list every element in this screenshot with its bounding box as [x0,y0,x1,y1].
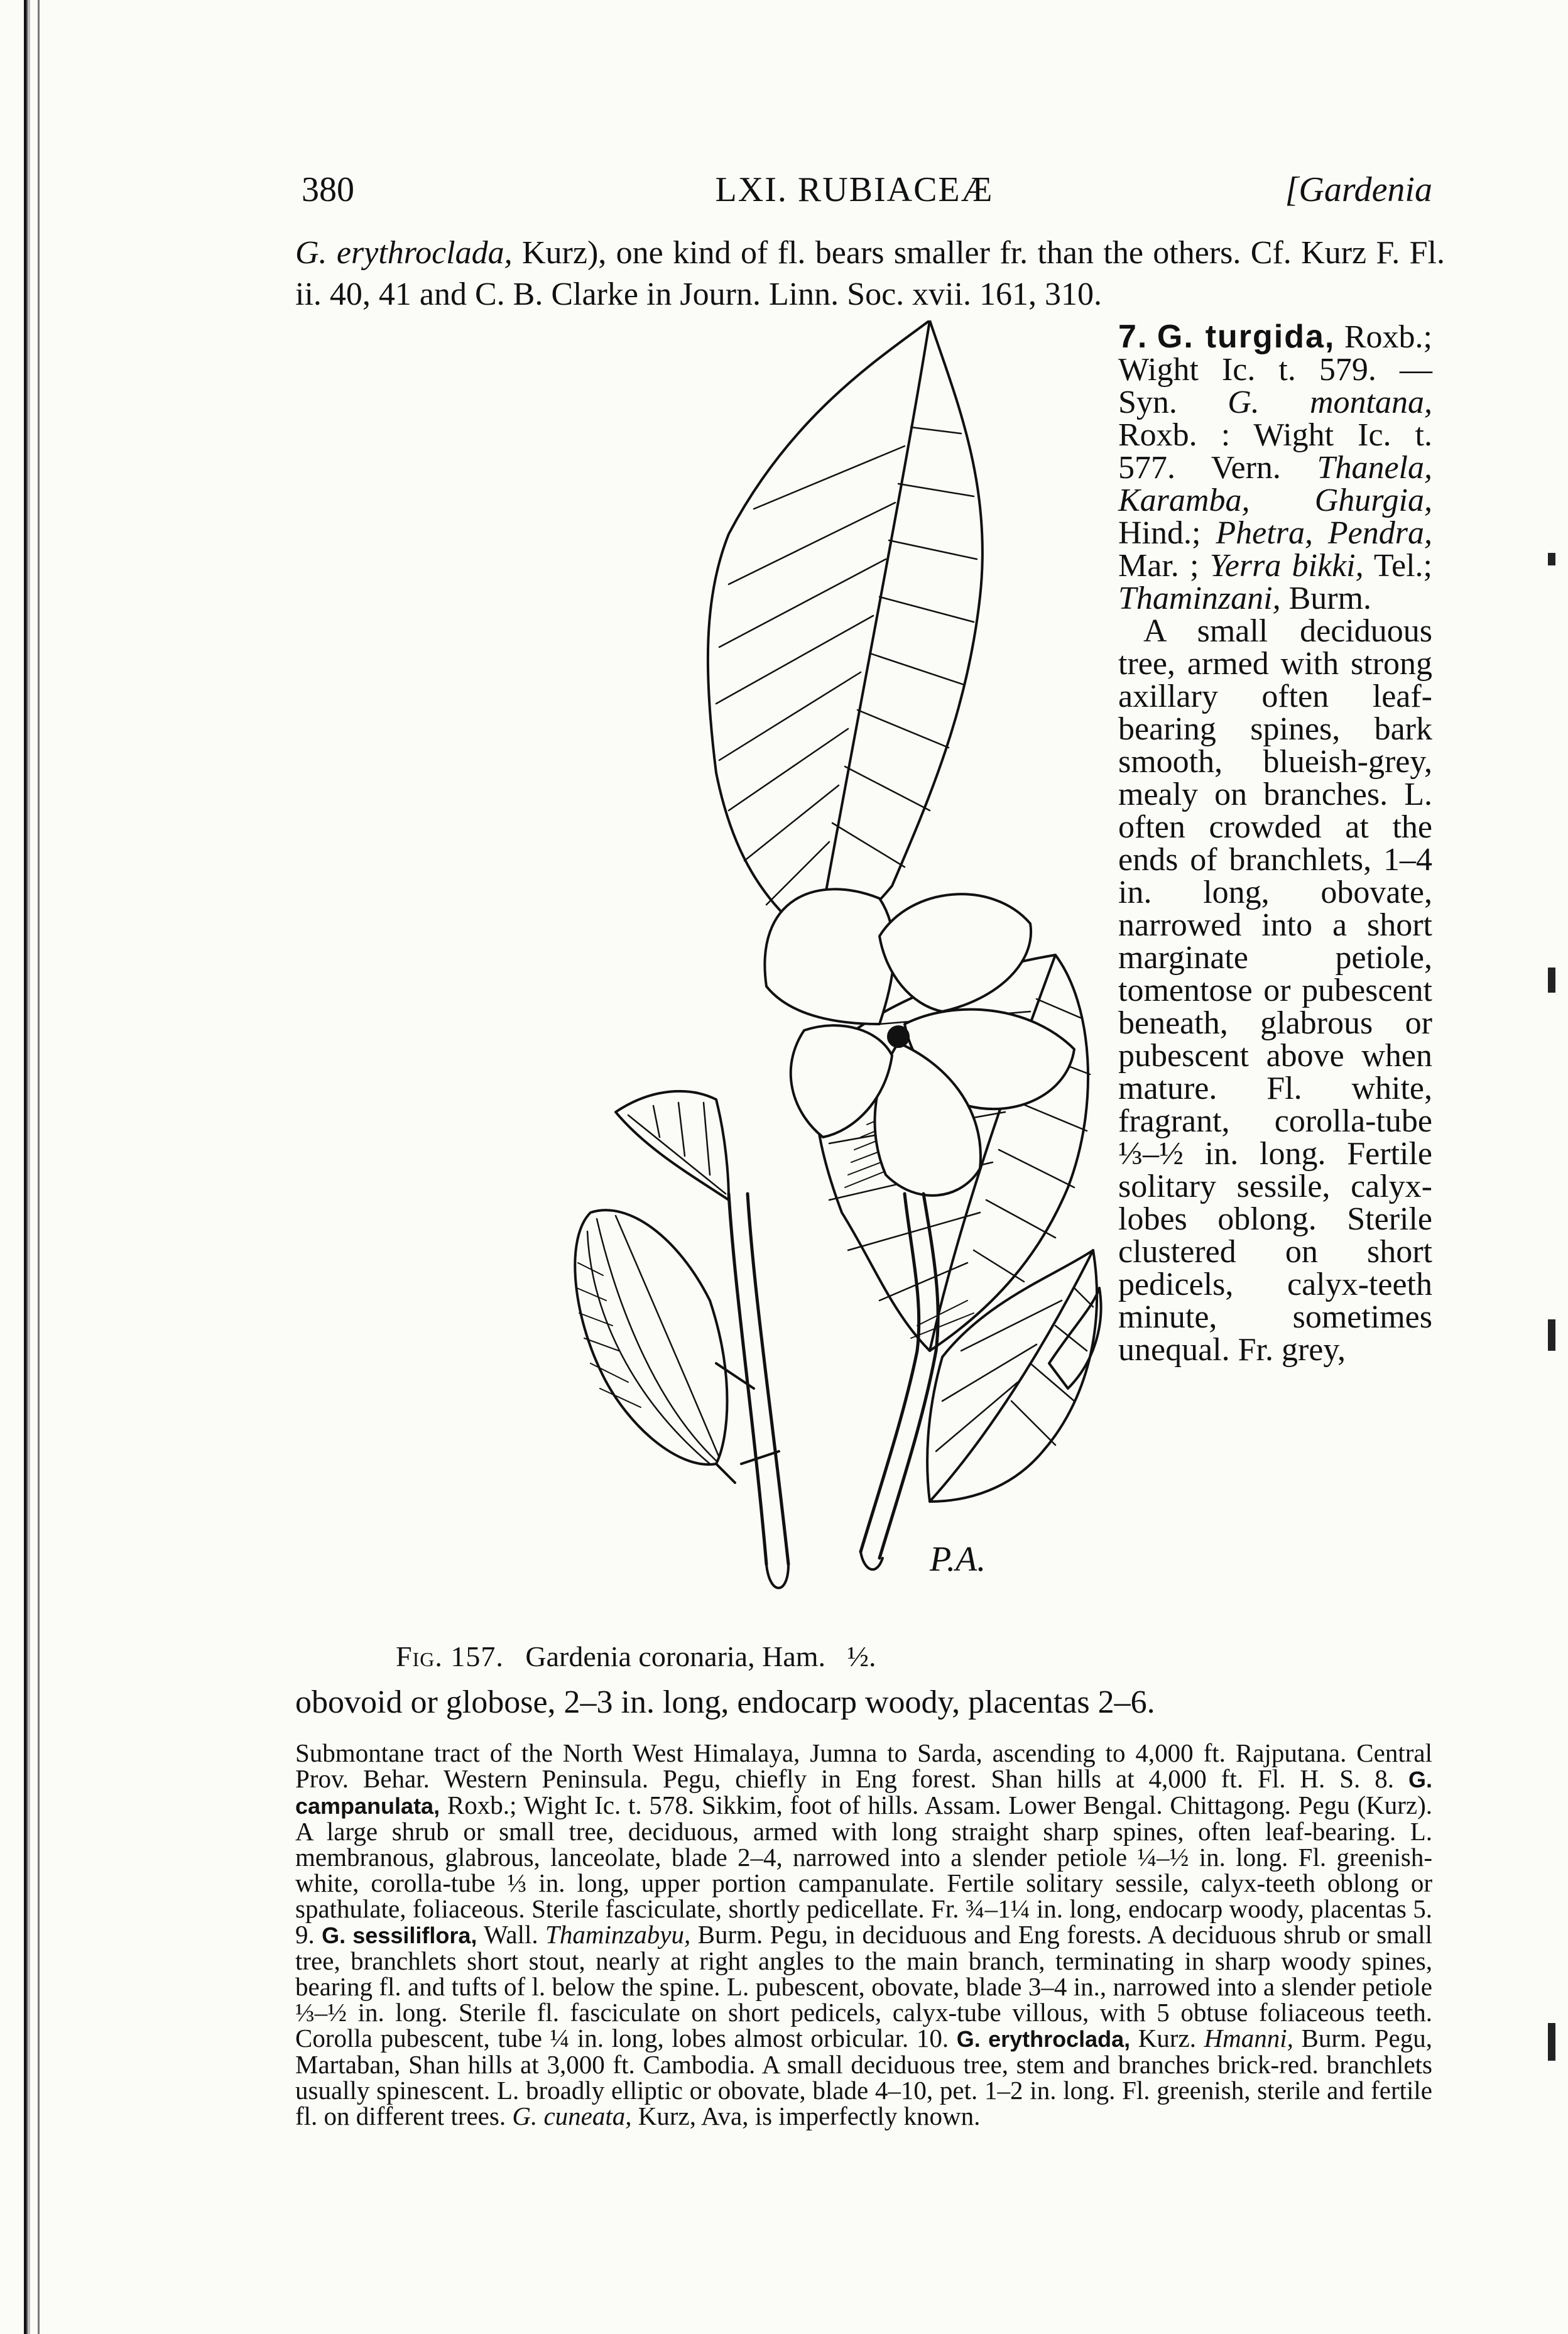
intro-paragraph [295,232,1445,315]
lower-right-leaf [927,1250,1097,1502]
family-title: LXI. RUBIACEÆ [715,170,994,209]
genus-heading: [Gardenia [1285,170,1432,209]
figure-caption [396,1640,876,1673]
flower-petal-1 [765,889,894,1024]
distribution-text: Kurz, Ava, is imperfectly known. [631,2102,981,2130]
scan-edge-mark [1548,2023,1555,2061]
figure-gardenia [276,320,1106,1671]
distribution-text: Burm. Pegu, Martaban, Shan hills at 3,000 ft. Cambodia. A small deciduous tree, stem and branches brick-red. branchlets usually spinescent. L. broadly elliptic or obovate, blade 4–10, pet. 1–2 in. long. Fl. greenish, sterile and fertile fl. on different trees. [295,2024,1432,2130]
upper-leaf-midrib [817,320,930,942]
vernacular-name: Thaminzani, [1118,581,1281,616]
description-continuation: obovoid or globose, 2–3 in. long, endocarp woody, placentas 2–6. [295,1684,1155,1720]
distribution-text: Kurz. [1130,2024,1204,2053]
distribution-text: Burm. Pegu, in deciduous and Eng forests. A deciduous shrub or small tree, branchlets short stout, nearly at right angles to the main branch, terminating in sharp woody spines, bearing fl. and tufts of l. below the spine. L. pubescent, obovate, blade 3–4 in., narrowed into a slender petiole ⅓–½ in. long. Sterile fl. fasciculate on short pedicels, calyx-tube villous, with 5 obtuse foliaceous teeth. Corolla pubescent, tube ¼ in. long, lobes almost orbicular. 10. [295,1920,1432,2053]
vernacular-region: Hind.; [1118,515,1216,551]
vernacular-name: Hmanni, [1204,2024,1293,2053]
upper-leaf-veins [716,427,977,905]
synonym-name: G. montana, [1228,384,1432,420]
synonymy-text: Roxb.; Wight Ic. t. 579. — Syn. [1118,319,1433,420]
flower-centre [888,1027,908,1047]
scan-edge-mark [1548,1319,1555,1351]
caption-scale: ½. [847,1640,876,1672]
scan-edge-mark [1548,553,1555,565]
synonymy-text: Roxb. : Wight Ic. t. 577. Vern. [1118,417,1432,486]
distribution-notes [295,1740,1432,2129]
vernacular-name: Phetra, Pendra, [1216,515,1432,551]
species-heading [1118,320,1432,615]
vernacular-region: Mar. ; [1118,548,1210,584]
distribution-text: Wall. [477,1920,546,1949]
fruit-ribs [587,1216,719,1464]
stem-cut-left [766,1564,788,1588]
fruit [575,1210,727,1464]
lower-right-leaf-midrib [930,1250,1093,1502]
species-column [1118,320,1432,1366]
species-name-bold: G. sessiliflora, [322,1922,477,1948]
botanical-illustration [276,320,1106,1627]
intro-italic: G. erythroclada, [295,235,513,271]
running-header [276,157,1432,207]
scan-edge-mark [1548,968,1555,993]
page-number: 380 [302,170,354,209]
species-name-italic: G. cuneata, [512,2102,632,2130]
species-description: A small deciduous tree, armed with strong axillary often leaf-bearing spines, bark smooth, blueish-grey, mealy on branches. L. often crowded at the ends of branchlets, 1–4 in. long, obovate, narrowed into a short marginate petiole, tomentose or pubescent beneath, glabrous or pubescent above when mature. Fl. white, fragrant, corolla-tube ⅓–½ in. long. Fertile solitary sessile, calyx-lobes oblong. Sterile clustered on short pedicels, calyx-teeth minute, sometimes unequal. Fr. grey, [1118,613,1432,1368]
distribution-text: Submontane tract of the North West Himalaya, Jumna to Sarda, ascending to 4,000 ft. Rajputana. Central Prov. Behar. Western Peninsula. Pegu, chiefly in Eng forest. Shan hills at 4,000 ft. Fl. H. S. 8. [295,1738,1432,1793]
main-stem [861,1194,938,1558]
species-name-bold: G. campanulata, [295,1767,1432,1819]
vernacular-name: Thanela, Karamba, Ghurgia, [1118,450,1432,518]
caption-text: Gardenia coronaria, Ham. [525,1640,826,1672]
intro-text: Kurz), one kind of fl. bears smaller fr. than the others. Cf. Kurz F. Fl. ii. 40, 41 and C. B. Clarke in Journ. Linn. Soc. xvii. 161, 310. [295,235,1445,312]
vernacular-name: Yerra bikki, [1209,548,1364,584]
caption-label: Fig. 157. [396,1640,504,1672]
left-small-leaf [616,1091,729,1200]
book-page [276,157,1445,2130]
species-name-bold: G. erythroclada, [956,2026,1131,2052]
species-number: 7. [1118,319,1148,355]
illustrator-signature: P.A. [930,1540,986,1579]
species-name: G. turgida, [1157,319,1336,355]
vernacular-region: Tel.; [1363,548,1432,584]
vernacular-name: Thaminzabyu, [545,1920,691,1949]
binding-line [38,0,40,2334]
vernacular-region: Burm. [1280,581,1372,616]
distribution-text: Roxb.; Wight Ic. t. 578. Sikkim, foot of hills. Assam. Lower Bengal. Chittagong. Pegu (Kurz). A large shrub or small tree, deciduous, armed with long straight sharp spines, often leaf-bearing. L. membranous, glabrous, lanceolate, blade 2–4, narrowed into a slender petiole ¼–½ in. long. Fl. greenish-white, corolla-tube ⅓ in. long, upper portion campanulate. Fertile solitary sessile, calyx-teeth oblong or spathulate, foliaceous. Sterile fasciculate, shortly pedicellate. Fr. ¾–1¼ in. long, endocarp woody, placentas 5. 9. [295,1791,1432,1949]
flower-petal-2 [879,894,1031,1012]
binding-edge [24,0,30,2334]
